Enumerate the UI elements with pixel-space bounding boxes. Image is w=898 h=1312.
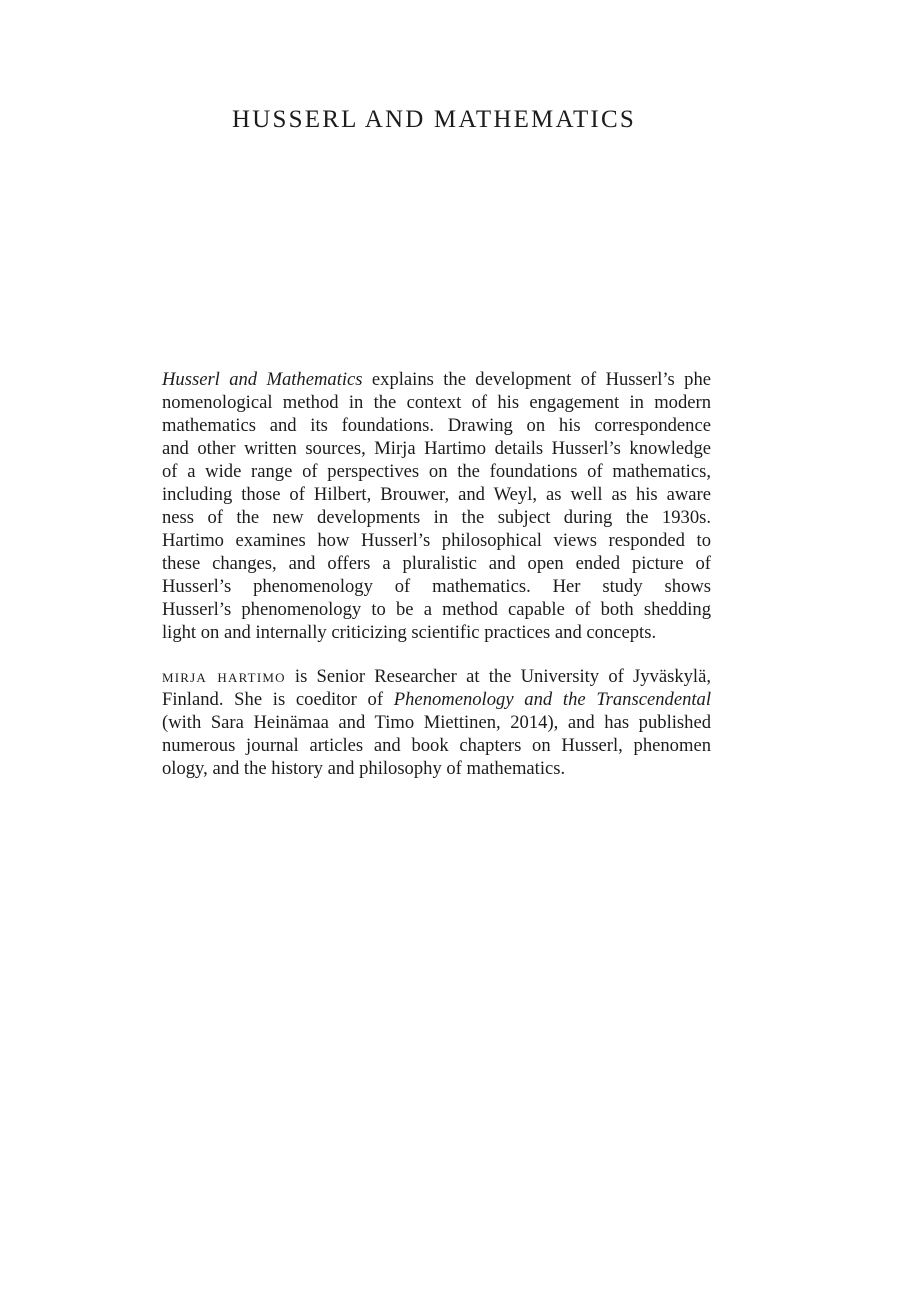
description-line: of a wide range of perspectives on the foundations of mathematics,	[162, 461, 711, 482]
book-title-italic: Husserl and Mathematics	[162, 369, 363, 390]
description-line: Husserl and Mathematics explains the development of Husserl’s phe	[162, 369, 711, 390]
book-description	[162, 368, 711, 644]
bio-line: numerous journal articles and book chapters on Husserl, phenomen	[162, 735, 711, 756]
description-line: nomenological method in the context of his engagement in modern	[162, 392, 711, 413]
description-line: Husserl’s phenomenology to be a method capable of both shedding	[162, 599, 711, 620]
description-line: ness of the new developments in the subject during the 1930s.	[162, 507, 711, 528]
description-line: light on and internally criticizing scientific practices and concepts.	[162, 622, 657, 643]
description-line: and other written sources, Mirja Hartimo details Husserl’s knowledge	[162, 438, 711, 459]
edited-book-title-italic: Phenomenology and the Transcendental	[393, 689, 711, 710]
author-bio	[162, 665, 711, 780]
description-line: mathematics and its foundations. Drawing on his correspondence	[162, 415, 711, 436]
description-line: including those of Hilbert, Brouwer, and Weyl, as well as his aware	[162, 484, 711, 505]
description-line: Husserl’s phenomenology of mathematics. Her study shows	[162, 576, 711, 597]
bio-line: (with Sara Heinämaa and Timo Miettinen, 2014), and has published	[162, 712, 711, 733]
bio-line: Finland. She is coeditor of Phenomenology and the Transcendental	[162, 689, 711, 710]
bio-line: ology, and the history and philosophy of mathematics.	[162, 758, 566, 779]
author-name: mirja hartimo	[162, 666, 286, 687]
page-title: HUSSERL AND MATHEMATICS	[232, 106, 636, 133]
description-line: these changes, and offers a pluralistic and open ended picture of	[162, 553, 711, 574]
description-line: Hartimo examines how Husserl’s philosophical views responded to	[162, 530, 711, 551]
bio-line: mirja hartimo is Senior Researcher at the University of Jyväskylä,	[162, 666, 711, 687]
